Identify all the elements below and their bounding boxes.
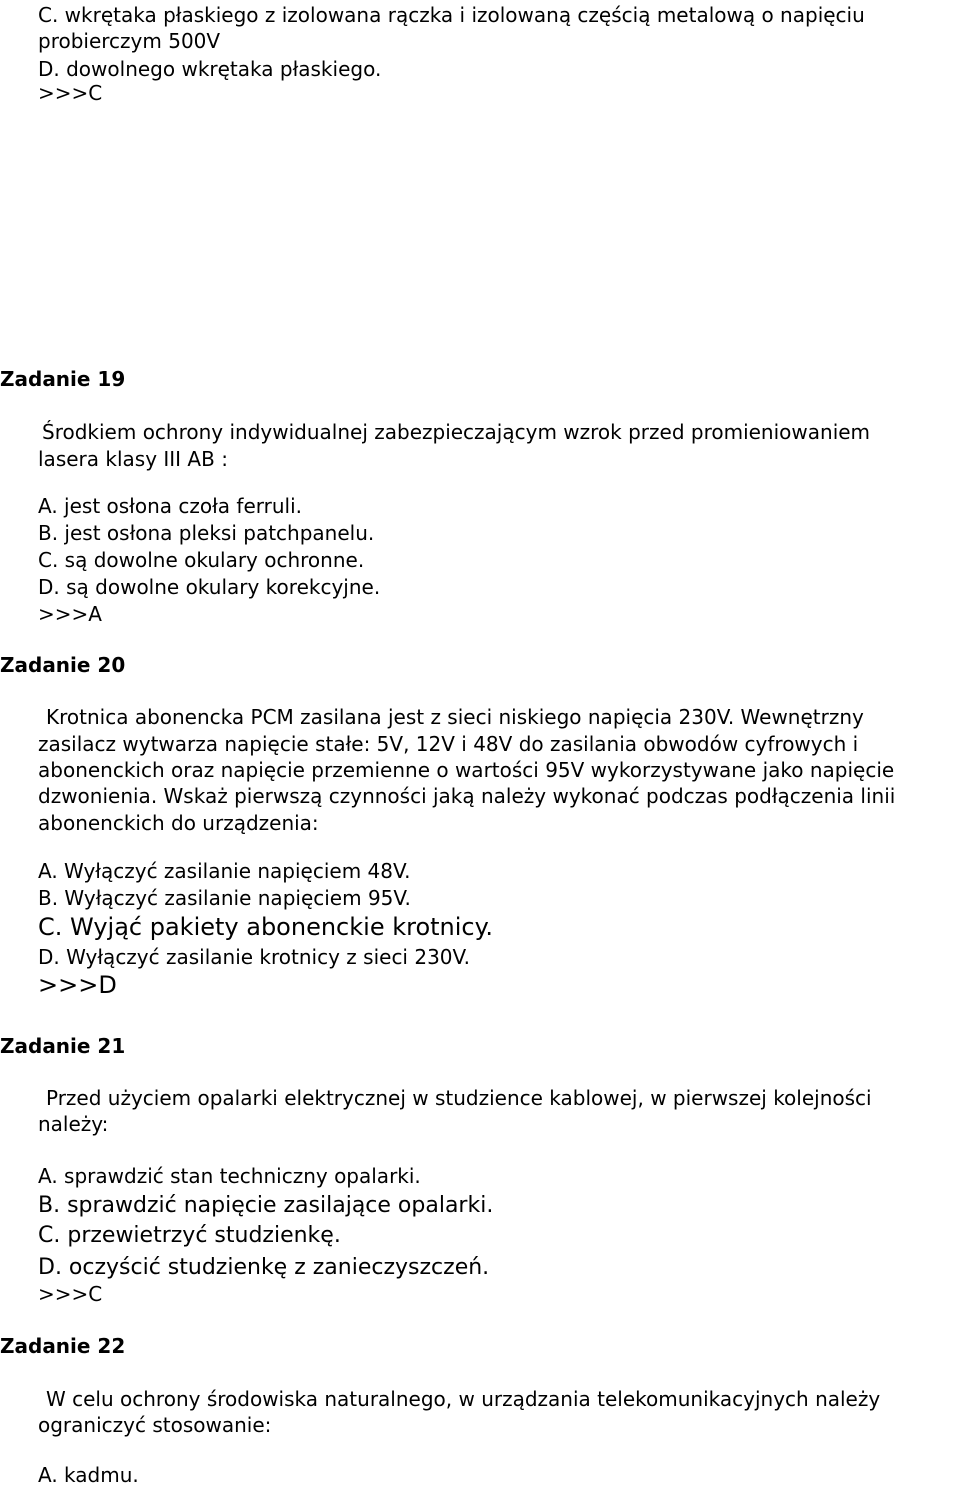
option-d: D. oczyścić studzienkę z zanieczyszczeń. <box>38 1255 490 1280</box>
question-text: W celu ochrony środowiska naturalnego, w urządzania telekomunikacyjnych należy <box>46 1387 881 1411</box>
answer: >>>D <box>38 971 117 999</box>
option-b: B. sprawdzić napięcie zasilające opalarki. <box>38 1193 494 1218</box>
option-c: C. przewietrzyć studzienkę. <box>38 1223 341 1248</box>
task-title: Zadanie 20 <box>0 653 126 677</box>
option-c-prev: C. wkrętaka płaskiego z izolowana rączka i izolowaną częścią metalową o napięciu <box>38 3 865 27</box>
question-text: Środkiem ochrony indywidualnej zabezpieczającym wzrok przed promieniowaniem <box>42 420 871 444</box>
option-d-prev: D. dowolnego wkrętaka płaskiego. <box>38 57 382 81</box>
task-title: Zadanie 21 <box>0 1034 126 1058</box>
answer: >>>A <box>38 602 102 626</box>
task-title: Zadanie 22 <box>0 1334 126 1358</box>
option-a: A. Wyłączyć zasilanie napięciem 48V. <box>38 859 411 883</box>
question-text: Krotnica abonencka PCM zasilana jest z sieci niskiego napięcia 230V. Wewnętrzny <box>46 705 864 729</box>
question-text: należy: <box>38 1112 109 1136</box>
question-text: abonenckich do urządzenia: <box>38 811 319 835</box>
option-c: C. są dowolne okulary ochronne. <box>38 548 365 572</box>
question-text: lasera klasy III AB : <box>38 447 228 471</box>
option-c: C. Wyjąć pakiety abonenckie krotnicy. <box>38 913 494 941</box>
option-a: A. sprawdzić stan techniczny opalarki. <box>38 1164 421 1188</box>
task-title: Zadanie 19 <box>0 367 126 391</box>
option-c-prev-cont: probierczym 500V <box>38 29 221 53</box>
question-text: dzwonienia. Wskaż pierwszą czynności jaką należy wykonać podczas podłączenia linii <box>38 784 896 808</box>
option-b: B. jest osłona pleksi patchpanelu. <box>38 521 375 545</box>
question-text: abonenckich oraz napięcie przemienne o wartości 95V wykorzystywane jako napięcie <box>38 758 895 782</box>
option-d: D. są dowolne okulary korekcyjne. <box>38 575 381 599</box>
option-b: B. Wyłączyć zasilanie napięciem 95V. <box>38 886 411 910</box>
question-text: ograniczyć stosowanie: <box>38 1413 272 1437</box>
question-text: Przed użyciem opalarki elektrycznej w studzience kablowej, w pierwszej kolejności <box>46 1086 872 1110</box>
option-a: A. kadmu. <box>38 1463 139 1487</box>
option-d: D. Wyłączyć zasilanie krotnicy z sieci 230V. <box>38 945 470 969</box>
question-text: zasilacz wytwarza napięcie stałe: 5V, 12V i 48V do zasilania obwodów cyfrowych i <box>38 732 859 756</box>
answer: >>>C <box>38 1282 103 1306</box>
answer-prev: >>>C <box>38 81 103 105</box>
option-a: A. jest osłona czoła ferruli. <box>38 494 303 518</box>
